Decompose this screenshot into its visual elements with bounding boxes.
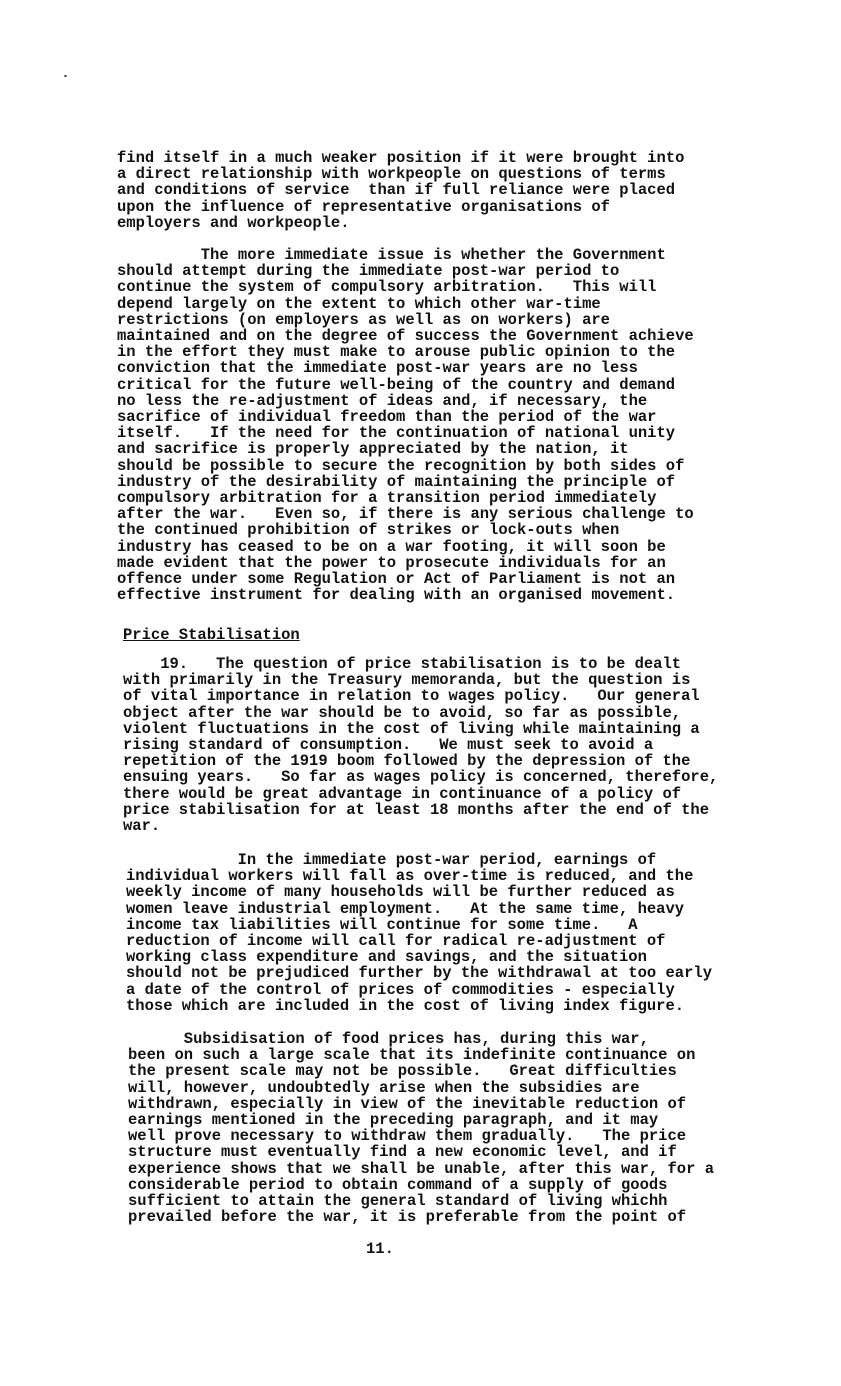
text-line: employers and workpeople. xyxy=(117,213,350,232)
text-line: and conditions of service than if full reliance were placed xyxy=(117,181,676,200)
text-line: will, however, undoubtedly arise when the subsidies are xyxy=(128,1078,640,1097)
text-line: continue the system of compulsory arbitration. This will xyxy=(117,278,657,297)
text-line: experience shows that we shall be unable, after this war, for a xyxy=(128,1159,714,1178)
text-line: working class expenditure and savings, and the situation xyxy=(126,948,647,967)
text-line: should be possible to secure the recognition by both sides of xyxy=(117,456,685,475)
text-line: and sacrifice is properly appreciated by the nation, it xyxy=(117,440,629,459)
text-line: with primarily in the Treasury memoranda, but the question is xyxy=(123,671,691,690)
text-line: should not be prejudiced further by the withdrawal at too early xyxy=(126,964,712,983)
text-line: made evident that the power to prosecute individuals for an xyxy=(117,553,666,572)
text-line: in the effort they must make to arouse public opinion to the xyxy=(117,343,676,362)
text-line: In the immediate post-war period, earnings of xyxy=(126,851,657,869)
text-line: object after the war should be to avoid, so far as possible, xyxy=(123,703,682,722)
paragraph-5 xyxy=(128,1031,714,1225)
text-line: maintained and on the degree of success the Government achieve xyxy=(117,327,694,346)
text-line: sacrifice of individual freedom than the period of the war xyxy=(117,408,657,427)
text-line: the continued prohibition of strikes or lock-outs when xyxy=(117,521,620,540)
section-heading: Price Stabilisation xyxy=(123,626,300,644)
paragraph-2 xyxy=(117,247,694,603)
text-line: the present scale may not be possible. Great difficulties xyxy=(128,1062,677,1081)
text-line: depend largely on the extent to which other war-time xyxy=(117,294,601,313)
text-line: weekly income of many households will be further reduced as xyxy=(126,883,675,902)
paragraph-3 xyxy=(123,656,718,834)
text-line: prevailed before the war, it is preferable from the point of xyxy=(128,1208,687,1227)
text-line: structure must eventually find a new economic level, and if xyxy=(128,1143,677,1162)
text-line: violent fluctuations in the cost of living while maintaining a xyxy=(123,719,700,738)
text-line: a date of the control of prices of commodities - especially xyxy=(126,980,675,999)
text-line: women leave industrial employment. At the same time, heavy xyxy=(126,899,685,918)
text-line: those which are included in the cost of living index figure. xyxy=(126,996,685,1015)
text-line: industry of the desirability of maintaining the principle of xyxy=(117,472,676,491)
text-line: there would be great advantage in continuance of a policy of xyxy=(123,784,682,803)
text-line: The more immediate issue is whether the Government xyxy=(117,246,666,264)
text-line: sufficient to attain the general standard of living whichh xyxy=(128,1192,668,1211)
text-line: find itself in a much weaker position if it were brought into xyxy=(117,149,685,167)
page-number: 11. xyxy=(366,1240,394,1258)
text-line: repetition of the 1919 boom followed by the depression of the xyxy=(123,752,691,771)
text-line: considerable period to obtain command of a supply of goods xyxy=(128,1175,668,1194)
text-line: earnings mentioned in the preceding paragraph, and it may xyxy=(128,1111,659,1130)
text-line: well prove necessary to withdraw them gradually. The price xyxy=(128,1127,687,1146)
text-line: price stabilisation for at least 18 months after the end of the xyxy=(123,800,709,819)
text-line: no less the re-adjustment of ideas and, if necessary, the xyxy=(117,391,648,410)
text-line: compulsory arbitration for a transition period immediately xyxy=(117,489,657,508)
text-line: conviction that the immediate post-war years are no less xyxy=(117,359,638,378)
text-line: of vital importance in relation to wages policy. Our general xyxy=(123,687,700,706)
text-line: reduction of income will call for radical re-adjustment of xyxy=(126,932,666,951)
text-line: critical for the future well-being of the country and demand xyxy=(117,375,676,394)
text-line: income tax liabilities will continue for some time. A xyxy=(126,915,638,934)
text-line: effective instrument for dealing with an organised movement. xyxy=(117,586,676,605)
text-line: ensuing years. So far as wages policy is concerned, therefore, xyxy=(123,768,719,787)
paragraph-4 xyxy=(126,852,712,1014)
text-line: upon the influence of representative organisations of xyxy=(117,197,610,216)
text-line: after the war. Even so, if there is any serious challenge to xyxy=(117,505,694,524)
text-line: Subsidisation of food prices has, during this war, xyxy=(128,1030,649,1048)
paragraph-1 xyxy=(117,150,684,231)
text-line: rising standard of consumption. We must seek to avoid a xyxy=(123,736,654,755)
text-line: a direct relationship with workpeople on questions of terms xyxy=(117,165,666,184)
text-line: industry has ceased to be on a war footing, it will soon be xyxy=(117,537,666,556)
text-line: withdrawn, especially in view of the inevitable reduction of xyxy=(128,1094,687,1113)
text-line: restrictions (on employers as well as on workers) are xyxy=(117,310,610,329)
text-line: itself. If the need for the continuation of national unity xyxy=(117,424,676,443)
scan-speck xyxy=(64,75,67,77)
text-line: individual workers will fall as over-time is reduced, and the xyxy=(126,867,694,886)
text-line: 19. The question of price stabilisation is to be dealt xyxy=(123,655,682,673)
text-line: should attempt during the immediate post-war period to xyxy=(117,262,620,281)
text-line: offence under some Regulation or Act of Parliament is not an xyxy=(117,570,676,589)
text-line: war. xyxy=(123,817,161,836)
text-line: been on such a large scale that its indefinite continuance on xyxy=(128,1046,696,1065)
